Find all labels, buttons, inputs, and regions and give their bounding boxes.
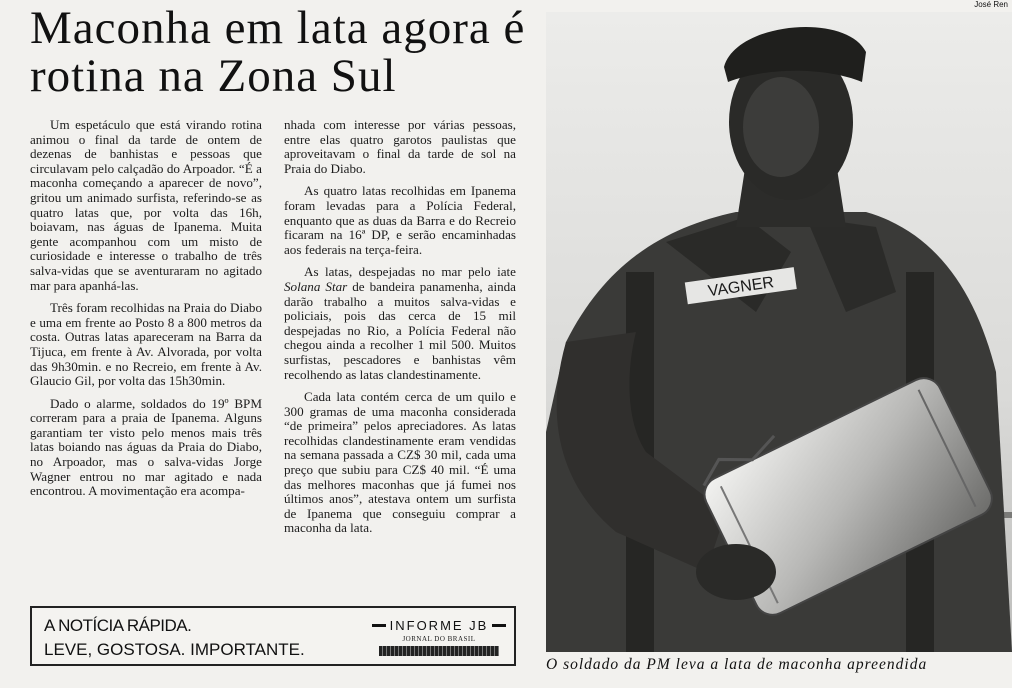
paragraph: Três foram recolhidas na Praia do Diabo e uma em frente ao Posto 8 a 800 metros da costa. Outras latas apareceram na Barra da Tijuca, em frente à Av. Alvorada, por volta das 9h30min. e no Recreio, em frente à Av. Glaucio Gil, por volta das 15h30min. (30, 300, 262, 389)
news-photo (546, 12, 1012, 652)
ad-publisher: JORNAL DO BRASIL (402, 635, 476, 643)
ad-brand-text: INFORME JB (389, 618, 489, 633)
paragraph: Um espetáculo que está virando rotina animou o final da tarde de ontem de dezenas de banhistas e pessoas que circulavam pelo calçadão do Arpoador. “É a maconha começando a aparecer de novo”, gritou um animado surfista, referindo-se as quatro latas que, por volta das 16h, boiavam, nas águas de Ipanema. Muita gente acompanhou com um misto de curiosidade e interesse o trabalho de três salva-vidas que se aventuraram no agitado mar para apanhá-las. (30, 117, 262, 293)
paragraph: Dado o alarme, soldados do 19º BPM correram para a praia de Ipanema. Alguns garantiam ter visto pelo menos mais três latas boiando nas águas da Praia do Diabo, no Arpoador, mas o salva-vidas Jorge Wagner entrou no mar agitado e nada encontrou. A movimentação era acompa- (30, 395, 262, 499)
soldier-photo-illustration (546, 12, 1012, 652)
paragraph-text: As latas, despejadas no mar pelo iate (304, 264, 516, 280)
paragraph: Cada lata contém cerca de um quilo e 300 gramas de uma maconha considerada “de primeira” pelos apreciadores. As latas recolhidas clandestinamente eram vendidas na semana passada a CZ$ 30 mil, cada uma preço que subiu para CZ$ 40 mil. “É uma das melhores maconhas que já fumei nos últimos anos”, atestava ontem um surfista de Ipanema que conseguiu comprar a maconha da lata. (284, 389, 516, 536)
ad-slogan-line-2: LEVE, GOSTOSA. IMPORTANTE. (44, 640, 305, 659)
paragraph: nhada com interesse por várias pessoas, entre elas quatro garotos paulistas que aproveitavam o final da tarde de sol na Praia do Diabo. (284, 117, 516, 176)
ad-brand-name (368, 618, 510, 633)
paragraph (284, 265, 516, 382)
photo-credit: José Ren (974, 0, 1008, 9)
ship-name: Solana Star (284, 278, 348, 294)
article-column-1 (30, 118, 262, 507)
name-tag-text: VAGNER (706, 274, 776, 301)
ad-logo-bars (379, 646, 499, 656)
article-column-2 (284, 118, 516, 544)
photo-caption: O soldado da PM leva a lata de maconha apreendida (546, 656, 928, 673)
paragraph-text: de bandeira panamenha, ainda darão trabalho a muitos salva-vidas e policiais, pois das cerca de 15 mil despejadas no Rio, a Polícia Federal não chegou ainda a recolher 1 mil 500. Muitos surfistas, pescadores e banhistas vêm recolhendo as latas clandestinamente. (284, 278, 516, 382)
ad-slogan-line-1: A NOTÍCIA RÁPIDA. (44, 616, 192, 635)
ad-brand (368, 618, 510, 656)
headline: Maconha em lata agora é rotina na Zona Sul (30, 2, 526, 102)
paragraph: As quatro latas recolhidas em Ipanema foram levadas para a Polícia Federal, enquanto que as duas da Barra e do Recreio ficaram na 16ª DP, e serão encaminhadas aos federais na terça-feira. (284, 183, 516, 257)
advertisement-box (30, 606, 516, 666)
